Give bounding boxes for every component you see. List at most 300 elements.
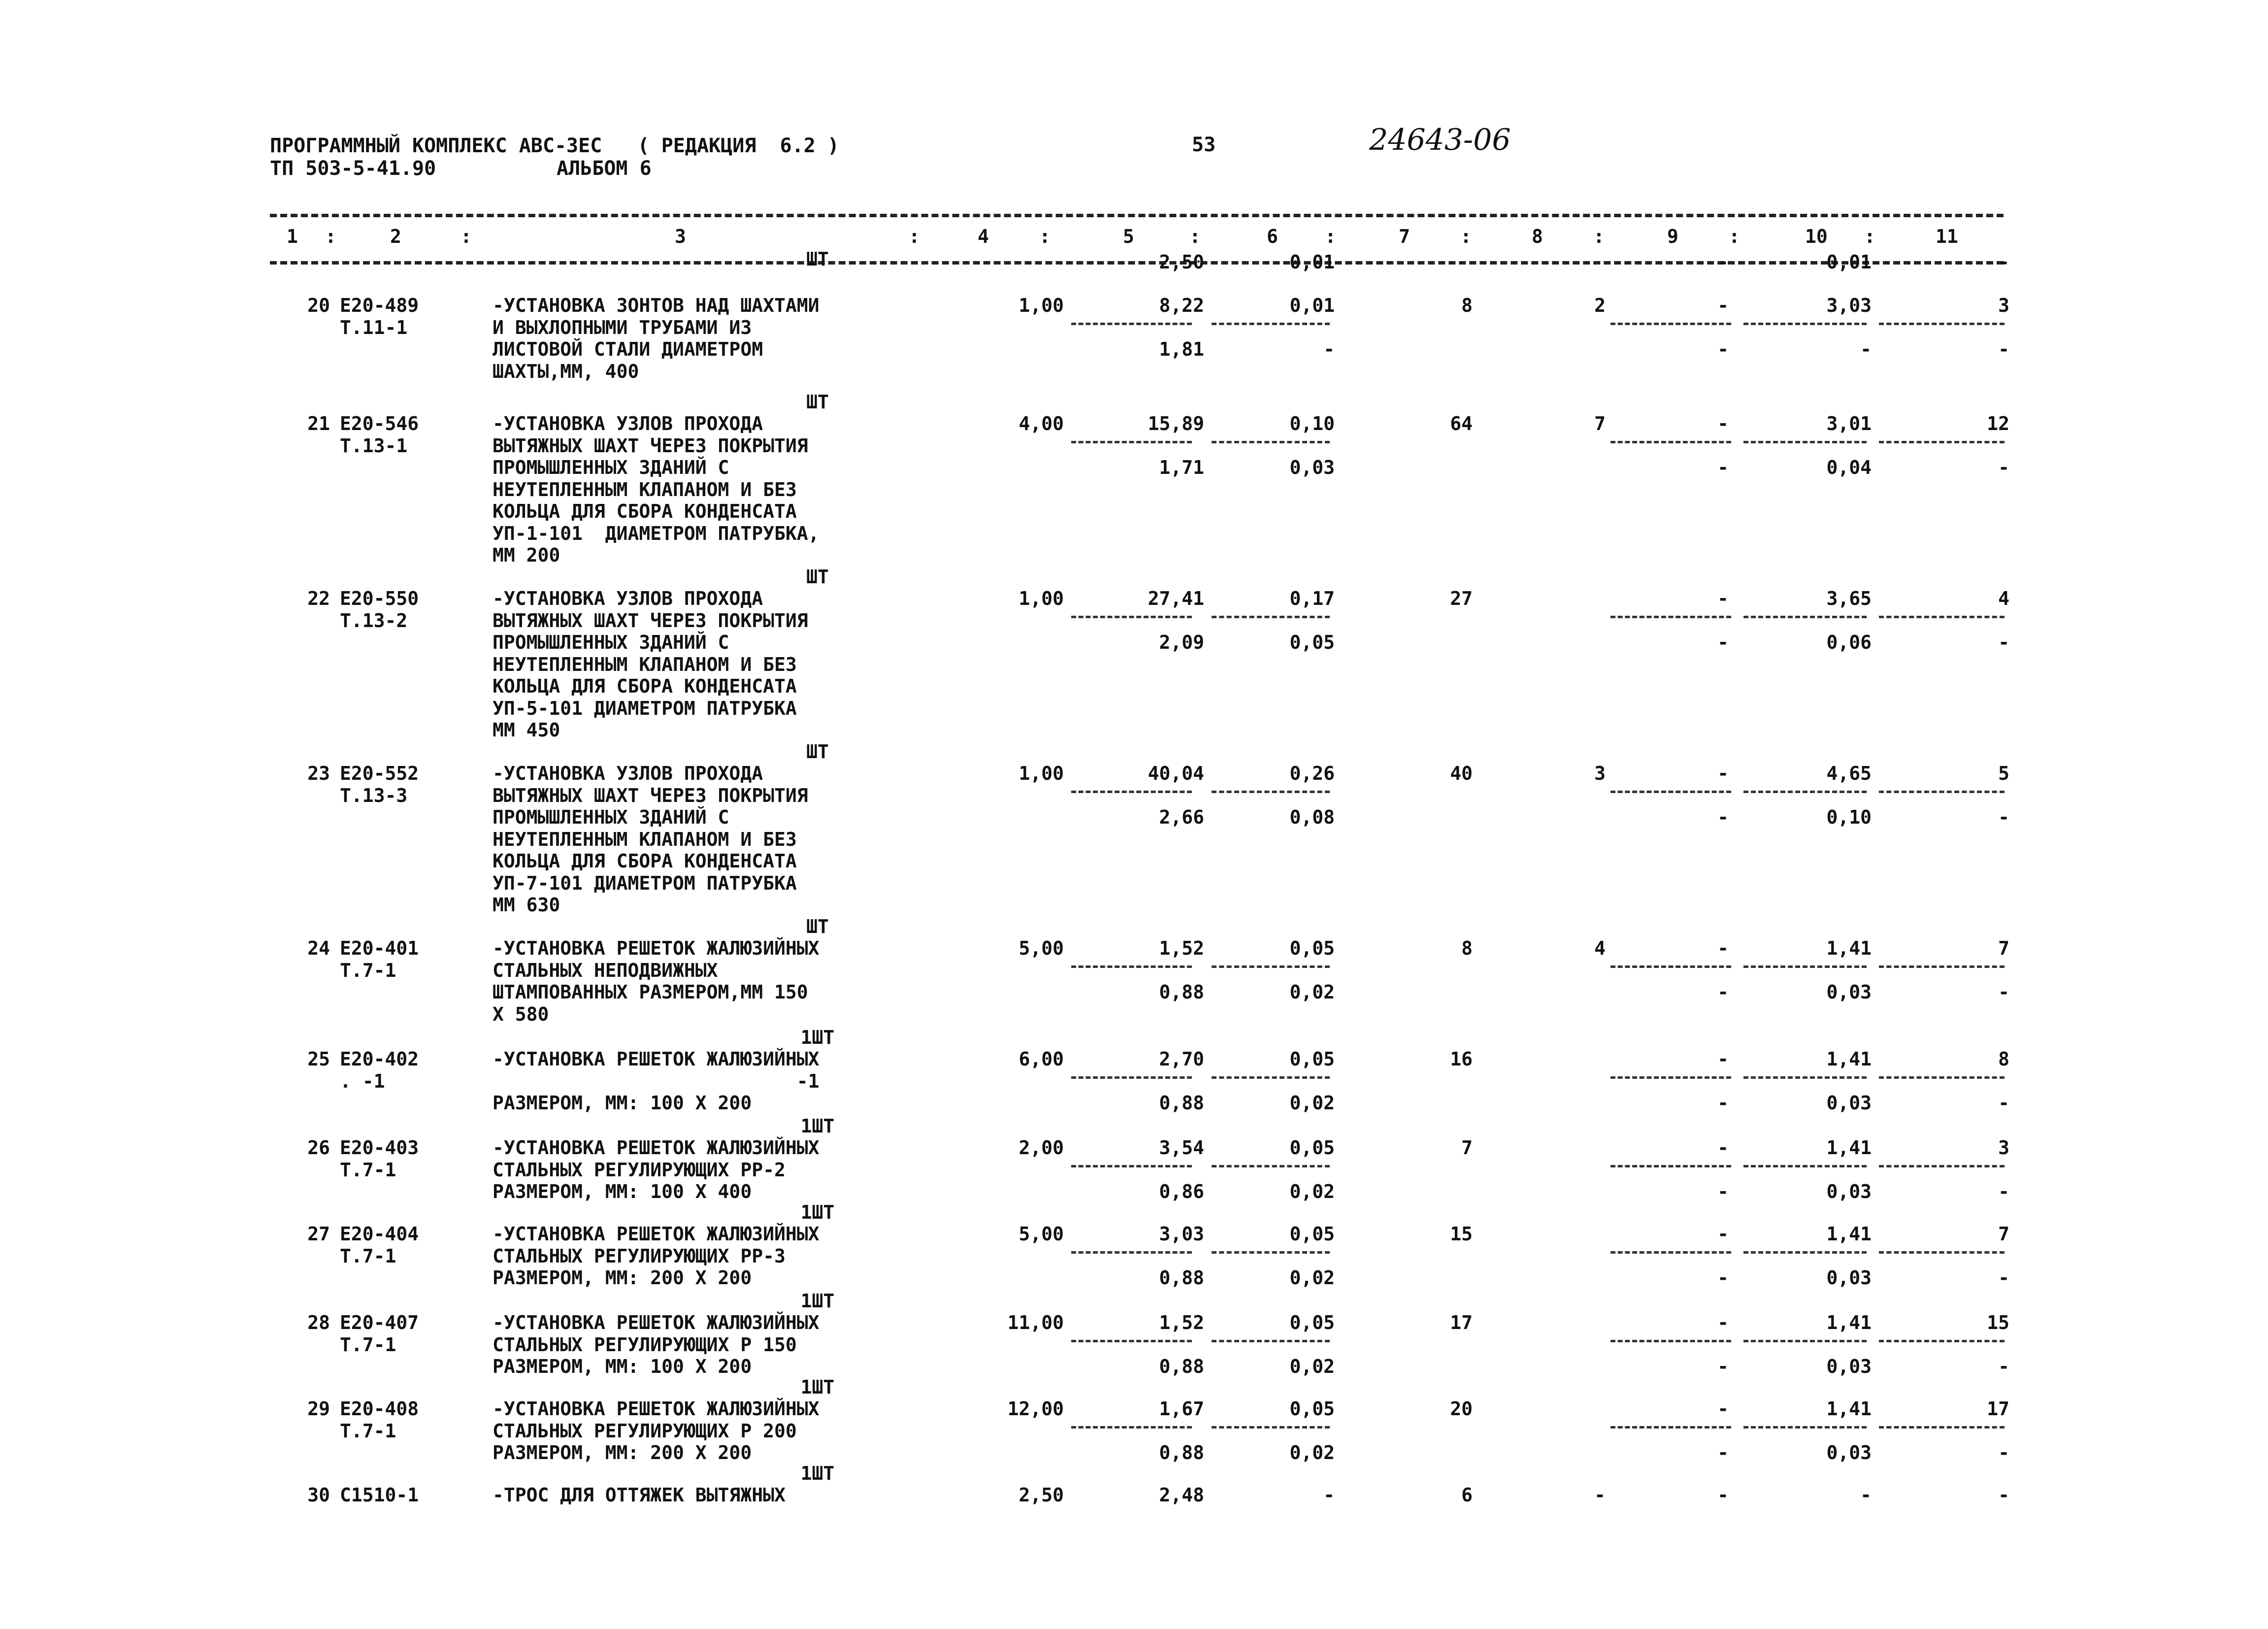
price-code-ref: Т.13-1 [340, 434, 408, 457]
cell-c6-sub: 0,02 [1289, 1092, 1335, 1114]
price-code: С1510-1 [340, 1484, 419, 1506]
unit-label: 1ШТ [800, 1026, 835, 1048]
cell-c11-sub: - [1998, 806, 2009, 828]
column-separator: : [325, 226, 336, 247]
row-number: 20 [307, 295, 330, 316]
work-description: ЛИСТОВОЙ СТАЛИ ДИАМЕТРОМ [493, 338, 763, 360]
column-separator: : [1325, 226, 1336, 247]
cell-c10: 3,03 [1826, 295, 1872, 316]
price-code: Е20-552 [340, 763, 419, 784]
price-code-ref: Т.7-1 [340, 959, 396, 981]
cell-c5-sub: 1,71 [1159, 457, 1204, 478]
cell-divider [1879, 1340, 2005, 1342]
cell-divider [1879, 1076, 2005, 1079]
cell-divider [1212, 323, 1330, 325]
cell-c11: 4 [1998, 588, 2009, 609]
row-number: 30 [307, 1484, 330, 1506]
cell-c7: 20 [1450, 1398, 1473, 1420]
cell-c11: 12 [1987, 413, 2009, 434]
cell-c5-sub: 0,88 [1159, 1267, 1204, 1289]
row-number: 27 [307, 1223, 330, 1245]
work-description: -УСТАНОВКА РЕШЕТОК ЖАЛЮЗИЙНЫХ [493, 1312, 820, 1333]
cell-c4: 2,00 [1019, 1137, 1064, 1159]
cell-c11: 7 [1998, 937, 2009, 959]
price-code: Е20-403 [340, 1137, 419, 1159]
cell-c6: 0,05 [1289, 1223, 1335, 1245]
cell-c11-sub: - [1998, 1181, 2009, 1202]
cell-c10-sub: 0,03 [1826, 1092, 1872, 1114]
cell-c5: 15,89 [1148, 413, 1204, 434]
row-number: 22 [307, 588, 330, 609]
column-header-11: 11 [1936, 226, 1958, 247]
work-description: ММ 200 [493, 544, 560, 566]
cell-divider [1212, 965, 1330, 968]
cell-c9: - [1717, 1398, 1729, 1420]
header-project-code: ТП 503-5-41.90 [270, 157, 436, 180]
column-header-6: 6 [1267, 226, 1278, 247]
price-code-ref: Т.11-1 [340, 316, 408, 338]
cell-divider [1879, 1426, 2005, 1429]
cell-divider [1743, 965, 1867, 968]
cell-c6: - [1323, 1484, 1335, 1506]
cell-c9-sub: - [1717, 1267, 1729, 1289]
cell-c10: 1,41 [1826, 1048, 1872, 1070]
work-description: РАЗМЕРОМ, ММ: 100 Х 200 [493, 1092, 752, 1114]
cell-divider [1212, 791, 1330, 793]
cell-c10-sub: 0,04 [1826, 457, 1872, 478]
work-description: ПРОМЫШЛЕННЫХ ЗДАНИЙ С [493, 632, 729, 653]
cell-divider [1071, 965, 1192, 968]
cell-divider [1879, 1251, 2005, 1254]
work-description: РАЗМЕРОМ, ММ: 200 Х 200 [493, 1267, 752, 1289]
page-number: 53 [1192, 133, 1216, 156]
cell-c7: 17 [1450, 1312, 1473, 1333]
work-description: УП-1-101 ДИАМЕТРОМ ПАТРУБКА, [493, 522, 820, 544]
cell-c10: 0,01 [1826, 251, 1872, 273]
work-description: ВЫТЯЖНЫХ ШАХТ ЧЕРЕЗ ПОКРЫТИЯ [493, 784, 808, 806]
cell-divider [1611, 1076, 1731, 1079]
cell-c6-sub: 0,03 [1289, 457, 1335, 478]
cell-c11-sub: - [1998, 1442, 2009, 1463]
price-code-ref: . -1 [340, 1070, 385, 1092]
cell-c6-sub: - [1323, 338, 1335, 360]
cell-c8: 7 [1594, 413, 1606, 434]
price-code-ref: Т.7-1 [340, 1159, 396, 1181]
cell-c7: 64 [1450, 413, 1473, 434]
cell-divider [1212, 1426, 1330, 1429]
cell-c7: 40 [1450, 763, 1473, 784]
price-code-ref: Т.7-1 [340, 1420, 396, 1442]
cell-c4: 1,00 [1019, 588, 1064, 609]
column-header-9: 9 [1667, 226, 1678, 247]
work-description: -УСТАНОВКА РЕШЕТОК ЖАЛЮЗИЙНЫХ [493, 937, 820, 959]
work-description: -УСТАНОВКА РЕШЕТОК ЖАЛЮЗИЙНЫХ [493, 1137, 820, 1159]
work-description: -УСТАНОВКА РЕШЕТОК ЖАЛЮЗИЙНЫХ [493, 1048, 820, 1070]
cell-c5: 40,04 [1148, 763, 1204, 784]
cell-c11: 15 [1987, 1312, 2009, 1333]
cell-divider [1611, 1165, 1731, 1167]
cell-c7: 8 [1461, 937, 1473, 959]
cell-c6: 0,05 [1289, 1048, 1335, 1070]
work-description: НЕУТЕПЛЕННЫМ КЛАПАНОМ И БЕЗ [493, 828, 797, 850]
cell-c8: 4 [1594, 937, 1606, 959]
column-separator: : [1460, 226, 1472, 247]
work-description: РАЗМЕРОМ, ММ: 100 Х 200 [493, 1356, 752, 1377]
cell-divider [1743, 1076, 1867, 1079]
work-description: РАЗМЕРОМ, ММ: 200 Х 200 [493, 1442, 752, 1463]
cell-c5-sub: 0,86 [1159, 1181, 1204, 1202]
column-header-3: 3 [675, 226, 686, 247]
cell-c6-sub: 0,02 [1289, 1442, 1335, 1463]
cell-divider [1879, 791, 2005, 793]
cell-divider [1212, 616, 1330, 618]
cell-c11: 7 [1998, 1223, 2009, 1245]
cell-c10: - [1860, 1484, 1872, 1506]
cell-c8: - [1594, 1484, 1606, 1506]
column-header-10: 10 [1805, 226, 1828, 247]
cell-c4: 5,00 [1019, 937, 1064, 959]
cell-divider [1071, 323, 1192, 325]
work-description: УП-7-101 ДИАМЕТРОМ ПАТРУБКА [493, 872, 797, 894]
cell-c11-sub: - [1998, 1356, 2009, 1377]
cell-c5: 8,22 [1159, 295, 1204, 316]
work-description: -ТРОС ДЛЯ ОТТЯЖЕК ВЫТЯЖНЫХ [493, 1484, 786, 1506]
price-code-ref: Т.7-1 [340, 1245, 396, 1267]
column-separator: : [1593, 226, 1605, 247]
cell-c5: 2,70 [1159, 1048, 1204, 1070]
cell-c5-sub: 0,88 [1159, 1442, 1204, 1463]
cell-divider [1879, 441, 2005, 443]
cell-c9-sub: - [1717, 1181, 1729, 1202]
work-description: ПРОМЫШЛЕННЫХ ЗДАНИЙ С [493, 806, 729, 828]
price-code: Е20-404 [340, 1223, 419, 1245]
cell-c7: 27 [1450, 588, 1473, 609]
cell-divider [1071, 616, 1192, 618]
cell-c9-sub: - [1717, 981, 1729, 1003]
cell-c11-sub: - [1998, 1092, 2009, 1114]
price-code: Е20-401 [340, 937, 419, 959]
column-separator: : [909, 226, 920, 247]
cell-c4: 5,00 [1019, 1223, 1064, 1245]
work-description: НЕУТЕПЛЕННЫМ КЛАПАНОМ И БЕЗ [493, 653, 797, 675]
column-separator: : [1189, 226, 1201, 247]
cell-c7: 16 [1450, 1048, 1473, 1070]
unit-label: 1ШТ [800, 1462, 835, 1484]
cell-c9: - [1717, 295, 1729, 316]
price-code-ref: Т.13-2 [340, 609, 408, 632]
cell-c6: 0,05 [1289, 1137, 1335, 1159]
unit-label: ШТ [806, 391, 829, 413]
cell-divider [1611, 323, 1731, 325]
cell-c9-sub: - [1717, 1092, 1729, 1114]
price-code: Е20-489 [340, 295, 419, 316]
cell-c7: 15 [1450, 1223, 1473, 1245]
row-number: 28 [307, 1312, 330, 1333]
cell-c9: - [1717, 251, 1729, 273]
cell-c7: 7 [1461, 1137, 1473, 1159]
work-description: КОЛЬЦА ДЛЯ СБОРА КОНДЕНСАТА [493, 500, 797, 522]
cell-c6-sub: 0,02 [1289, 1267, 1335, 1289]
row-number: 23 [307, 763, 330, 784]
cell-c11-sub: - [1998, 457, 2009, 478]
cell-c6-sub: 0,02 [1289, 981, 1335, 1003]
cell-divider [1743, 791, 1867, 793]
cell-divider [1743, 1251, 1867, 1254]
cell-c6: 0,26 [1289, 763, 1335, 784]
cell-c11-sub: - [1998, 1267, 2009, 1289]
cell-c10-sub: 0,03 [1826, 1442, 1872, 1463]
work-description: КОЛЬЦА ДЛЯ СБОРА КОНДЕНСАТА [493, 850, 797, 872]
column-header-4: 4 [978, 226, 989, 247]
cell-c7: 6 [1461, 1484, 1473, 1506]
cell-c10-sub: 0,03 [1826, 1356, 1872, 1377]
cell-c9: - [1717, 763, 1729, 784]
cell-c10: 4,65 [1826, 763, 1872, 784]
cell-c9-sub: - [1717, 806, 1729, 828]
cell-c6-sub: 0,05 [1289, 632, 1335, 653]
cell-c5: 1,52 [1159, 1312, 1204, 1333]
work-description: ММ 450 [493, 719, 560, 741]
cell-c6-sub: 0,02 [1289, 1356, 1335, 1377]
column-header-1: 1 [287, 226, 298, 247]
cell-c11-sub: - [1998, 981, 2009, 1003]
cell-c5: 2,48 [1159, 1484, 1204, 1506]
cell-divider [1071, 791, 1192, 793]
cell-c4: 4,00 [1019, 413, 1064, 434]
cell-divider [1611, 1426, 1731, 1429]
cell-c10: 1,41 [1826, 1137, 1872, 1159]
cell-c6: 0,05 [1289, 1398, 1335, 1420]
work-description: И ВЫХЛОПНЫМИ ТРУБАМИ ИЗ [493, 316, 752, 338]
work-description: РАЗМЕРОМ, ММ: 100 Х 400 [493, 1181, 752, 1202]
work-description: ВЫТЯЖНЫХ ШАХТ ЧЕРЕЗ ПОКРЫТИЯ [493, 434, 808, 457]
row-number: 25 [307, 1048, 330, 1070]
cell-c5-sub: 2,09 [1159, 632, 1204, 653]
cell-divider [1071, 1426, 1192, 1429]
cell-divider [1212, 1165, 1330, 1167]
cell-c11-sub: - [1998, 338, 2009, 360]
cell-c11: 5 [1998, 763, 2009, 784]
cell-divider [1611, 1340, 1731, 1342]
cell-c5: 1,67 [1159, 1398, 1204, 1420]
header-rule-top [270, 214, 2004, 217]
cell-c10-sub: - [1860, 338, 1872, 360]
cell-c5-sub: 0,88 [1159, 981, 1204, 1003]
cell-c10: 1,41 [1826, 1223, 1872, 1245]
cell-c5-sub: 1,81 [1159, 338, 1204, 360]
header-album: АЛЬБОМ 6 [557, 157, 652, 180]
cell-c4: 12,00 [1007, 1398, 1064, 1420]
cell-c9: - [1717, 1223, 1729, 1245]
cell-c8: 2 [1594, 295, 1606, 316]
column-header-2: 2 [390, 226, 401, 247]
work-description: СТАЛЬНЫХ НЕПОДВИЖНЫХ [493, 959, 718, 981]
price-code: Е20-402 [340, 1048, 419, 1070]
cell-c9: - [1717, 413, 1729, 434]
work-description: -УСТАНОВКА УЗЛОВ ПРОХОДА [493, 588, 763, 609]
price-code-ref: Т.13-3 [340, 784, 408, 806]
cell-c10-sub: 0,03 [1826, 1181, 1872, 1202]
work-description: ММ 630 [493, 894, 560, 916]
cell-divider [1879, 965, 2005, 968]
price-code: Е20-546 [340, 413, 419, 434]
cell-c4: 6,00 [1019, 1048, 1064, 1070]
column-separator: : [460, 226, 472, 247]
cell-c9: - [1717, 588, 1729, 609]
cell-divider [1611, 616, 1731, 618]
cell-c4: 1,00 [1019, 763, 1064, 784]
cell-c9: - [1717, 1484, 1729, 1506]
cell-c9: - [1717, 1048, 1729, 1070]
cell-c9-sub: - [1717, 457, 1729, 478]
column-header-8: 8 [1532, 226, 1543, 247]
cell-divider [1611, 791, 1731, 793]
handwritten-document-number: 24643-06 [1369, 123, 1511, 157]
cell-c9: - [1717, 937, 1729, 959]
header-program-title: ПРОГРАММНЫЙ КОМПЛЕКС АВС-ЗЕС ( РЕДАКЦИЯ 6.2 ) [270, 134, 839, 157]
cell-c10: 1,41 [1826, 1398, 1872, 1420]
cell-c11: - [1998, 1484, 2009, 1506]
unit-label: ШТ [806, 740, 829, 763]
price-code-ref: Т.7-1 [340, 1333, 396, 1356]
work-description: -1 [493, 1070, 820, 1092]
cell-divider [1879, 616, 2005, 618]
column-header-7: 7 [1399, 226, 1410, 247]
cell-c5: 3,03 [1159, 1223, 1204, 1245]
cell-c5-sub: 0,88 [1159, 1356, 1204, 1377]
cell-c6: 0,05 [1289, 937, 1335, 959]
column-separator: : [1729, 226, 1740, 247]
cell-c6: 0,01 [1289, 295, 1335, 316]
unit-label: ШТ [806, 565, 829, 588]
cell-divider [1611, 441, 1731, 443]
work-description: НЕУТЕПЛЕННЫМ КЛАПАНОМ И БЕЗ [493, 478, 797, 500]
unit-label: ШТ [806, 248, 829, 270]
cell-c9-sub: - [1717, 338, 1729, 360]
cell-c4: 11,00 [1007, 1312, 1064, 1333]
cell-divider [1743, 616, 1867, 618]
cell-c11: 3 [1998, 1137, 2009, 1159]
cell-c11: 3 [1998, 295, 2009, 316]
column-separator: : [1039, 226, 1051, 247]
unit-label: 1ШТ [800, 1290, 835, 1312]
cell-c5-sub: 0,88 [1159, 1092, 1204, 1114]
cell-divider [1071, 1251, 1192, 1254]
row-number: 26 [307, 1137, 330, 1159]
cell-c7: 8 [1461, 295, 1473, 316]
cell-divider [1743, 441, 1867, 443]
work-description: -УСТАНОВКА УЗЛОВ ПРОХОДА [493, 763, 763, 784]
price-code: Е20-407 [340, 1312, 419, 1333]
cell-divider [1611, 1251, 1731, 1254]
price-code: Е20-408 [340, 1398, 419, 1420]
cell-c10-sub: 0,03 [1826, 981, 1872, 1003]
unit-label: 1ШТ [800, 1115, 835, 1137]
cell-c10: 1,41 [1826, 937, 1872, 959]
cell-c9-sub: - [1717, 632, 1729, 653]
cell-c11-sub: - [1998, 632, 2009, 653]
column-header-5: 5 [1123, 226, 1134, 247]
cell-divider [1879, 323, 2005, 325]
cell-c5: 1,52 [1159, 937, 1204, 959]
cell-c10-sub: 0,06 [1826, 632, 1872, 653]
cell-divider [1212, 1251, 1330, 1254]
work-description: ШТАМПОВАННЫХ РАЗМЕРОМ,ММ 150 [493, 981, 808, 1003]
cell-c10-sub: 0,10 [1826, 806, 1872, 828]
cell-divider [1071, 441, 1192, 443]
cell-c5: 3,54 [1159, 1137, 1204, 1159]
cell-c6: 0,01 [1289, 251, 1335, 273]
unit-label: ШТ [806, 915, 829, 937]
row-number: 21 [307, 413, 330, 434]
price-code: Е20-550 [340, 588, 419, 609]
work-description: ШАХТЫ,ММ, 400 [493, 360, 639, 382]
cell-c11: 17 [1987, 1398, 2009, 1420]
cell-c6: 0,17 [1289, 588, 1335, 609]
column-separator: : [1864, 226, 1875, 247]
work-description: ПРОМЫШЛЕННЫХ ЗДАНИЙ С [493, 457, 729, 478]
cell-c10-sub: 0,03 [1826, 1267, 1872, 1289]
cell-divider [1611, 965, 1731, 968]
cell-c9-sub: - [1717, 1356, 1729, 1377]
work-description: СТАЛЬНЫХ РЕГУЛИРУЮЩИХ Р 150 [493, 1333, 797, 1356]
cell-c9: - [1717, 1137, 1729, 1159]
cell-c10: 3,65 [1826, 588, 1872, 609]
work-description: -УСТАНОВКА РЕШЕТОК ЖАЛЮЗИЙНЫХ [493, 1398, 820, 1420]
cell-divider [1879, 1165, 2005, 1167]
cell-c8: 3 [1594, 763, 1606, 784]
cell-c5-sub: 2,66 [1159, 806, 1204, 828]
cell-c10: 1,41 [1826, 1312, 1872, 1333]
cell-c4: 2,50 [1019, 1484, 1064, 1506]
cell-c11: 8 [1998, 1048, 2009, 1070]
work-description: ВЫТЯЖНЫХ ШАХТ ЧЕРЕЗ ПОКРЫТИЯ [493, 609, 808, 632]
cell-divider [1212, 1076, 1330, 1079]
cell-c11: - [1998, 251, 2009, 273]
cell-divider [1071, 1165, 1192, 1167]
cell-divider [1743, 1340, 1867, 1342]
cell-c9-sub: - [1717, 1442, 1729, 1463]
cell-c6: 0,10 [1289, 413, 1335, 434]
cell-divider [1743, 323, 1867, 325]
cell-c4: 1,00 [1019, 295, 1064, 316]
unit-label: 1ШТ [800, 1376, 835, 1398]
cell-divider [1212, 441, 1330, 443]
cell-c6-sub: 0,08 [1289, 806, 1335, 828]
work-description: СТАЛЬНЫХ РЕГУЛИРУЮЩИХ РР-2 [493, 1159, 786, 1181]
work-description: -УСТАНОВКА УЗЛОВ ПРОХОДА [493, 413, 763, 434]
cell-c6-sub: 0,02 [1289, 1181, 1335, 1202]
cell-divider [1212, 1340, 1330, 1342]
work-description: УП-5-101 ДИАМЕТРОМ ПАТРУБКА [493, 697, 797, 719]
work-description: СТАЛЬНЫХ РЕГУЛИРУЮЩИХ Р 200 [493, 1420, 797, 1442]
work-description: СТАЛЬНЫХ РЕГУЛИРУЮЩИХ РР-3 [493, 1245, 786, 1267]
work-description: -УСТАНОВКА ЗОНТОВ НАД ШАХТАМИ [493, 295, 820, 316]
cell-divider [1071, 1076, 1192, 1079]
cell-c5: 27,41 [1148, 588, 1204, 609]
work-description: -УСТАНОВКА РЕШЕТОК ЖАЛЮЗИЙНЫХ [493, 1223, 820, 1245]
cell-divider [1743, 1426, 1867, 1429]
cell-divider [1071, 1340, 1192, 1342]
cell-c6: 0,05 [1289, 1312, 1335, 1333]
row-number: 29 [307, 1398, 330, 1420]
row-number: 24 [307, 937, 330, 959]
work-description: Х 580 [493, 1003, 549, 1025]
work-description: КОЛЬЦА ДЛЯ СБОРА КОНДЕНСАТА [493, 675, 797, 697]
cell-c10: 3,01 [1826, 413, 1872, 434]
cell-divider [1743, 1165, 1867, 1167]
unit-label: 1ШТ [800, 1201, 835, 1223]
